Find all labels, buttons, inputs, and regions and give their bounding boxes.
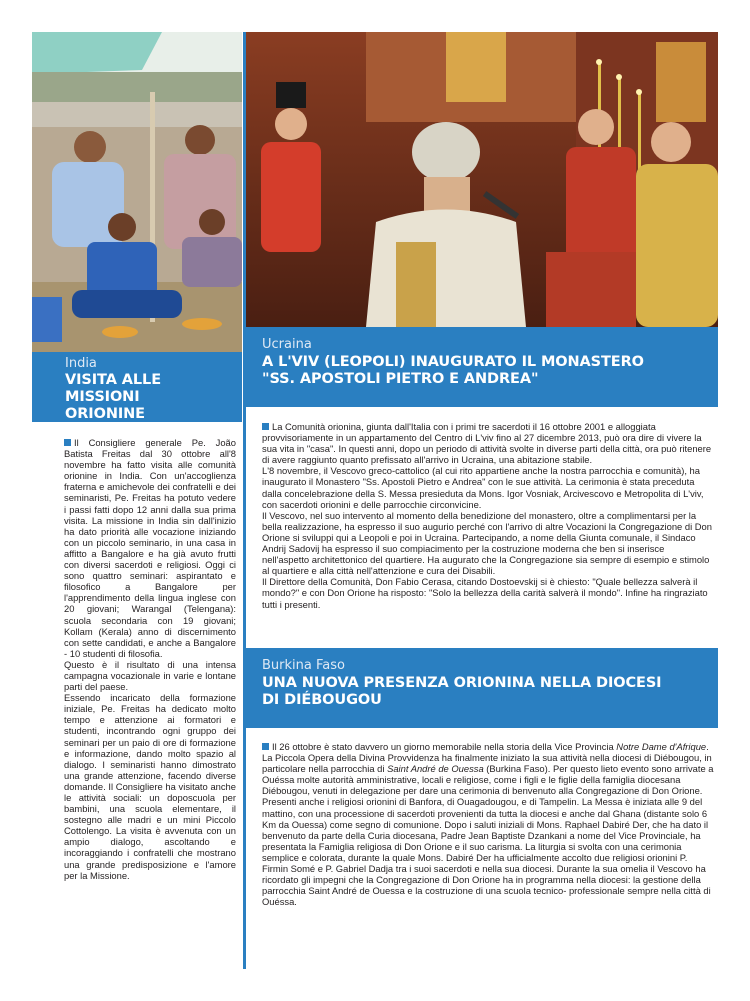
india-section-label: India — [65, 356, 97, 371]
ucraina-paragraph: La Comunità orionina, giunta dall'Italia con i primi tre sacerdoti il 16 ottobre 2001 e alloggiata provvisoriamente in un appartamento del Centro di L'viv fino al 27 dicembre 2013, può ora dire di vivere la sua vita in "casa". In questi anni, dopo un periodo di attività svolte in diverse parti della città, ora può ritenere di avere raggiunto quanto prefissato all'arrivo in Ucraina, una abitazione stabile. — [262, 421, 712, 466]
india-title-line2: ORIONINE — [65, 406, 145, 422]
ucraina-photo-illustration — [246, 32, 718, 327]
ucraina-title — [262, 354, 702, 388]
india-photo — [32, 32, 242, 352]
ucraina-paragraph: Il Direttore della Comunità, Don Fabio Cerasa, citando Dostoevskij si è chiesto: "Quale bellezza salverà il mondo?" e con Don Orione ha risposto: "Solo la bellezza della carità salverà il mondo". Infine ha ringraziato tutti i presenti. — [262, 576, 708, 610]
ucraina-title-line1: A L'VIV (LEOPOLI) INAUGURATO IL MONASTERO — [262, 354, 644, 370]
burkina-parish-name: Saint André de Ouessa — [387, 763, 484, 775]
ucraina-photo — [246, 32, 718, 327]
ucraina-header-band — [246, 327, 718, 407]
burkina-title — [262, 675, 702, 709]
burkina-section-label: Burkina Faso — [262, 658, 345, 673]
india-photo-illustration — [32, 32, 242, 352]
india-title — [65, 372, 240, 423]
burkina-vice-province-name: Notre Dame d'Afrique — [616, 741, 707, 752]
india-paragraph: Essendo incaricato della formazione iniziale, Pe. Freitas ha dedicato molto tempo e attenzione ai formatori e studenti, incontrando ogni gruppo dei seminari per un paio di ore di formazione e informazione, dando molto spazio al dialogo. I seminaristi hanno dimostrato una grande attenzione, facendo diverse domande. Il Consigliere ha visitato anche le attività sociali: un doposcuola per bambini, una scuola elementare, il sostegno alle madri e un mini Piccolo Cottolengo. La visita è avvenuta con un ampio dialogo, ascoltando e incoraggiando i confratelli che mostrano una grande predisposizione e l'amore per la Missione. — [64, 692, 236, 881]
ucraina-paragraph: Il Vescovo, nel suo intervento al momento della benedizione del monastero, oltre a complimentarsi per la bella realizzazione, ha espresso il suo augurio perché con l'arrivo di altre Vocazioni la Congregazione di Don Orione si sviluppi qui a Leopoli e poi in Ucraina. Partecipando, a nome della Giunta comunale, il Sindaco Andrij Sadovij ha espresso il suo compiacimento per la costruzione moderna che ben si inserisce nell'aspetto architettonico del quartiere. Ha augurato che la Congregazione sia sempre di esempio e stimolo al quartiere e alla città nell'attenzione e cura dei Disabili. — [262, 509, 712, 577]
bullet-square-icon — [262, 743, 269, 750]
india-header-band — [32, 352, 242, 422]
india-paragraph: Il Consigliere generale Pe. João Batista Freitas dal 30 ottobre all'8 novembre ha fatto visita alle comunità orionine in India. Con un'accoglienza fraterna e amichevole dei confratelli e dei seminaristi, Pe. Freitas ha potuto vedere i passi fatti dopo 12 anni dalla sua prima visita. La missione in India sin dall'inizio ha dato priorità alle vocazione iniziando con un piccolo seminario, in una casa in affitto a Bangalore e ha già avuto frutti con diversi sacerdoti e religiosi. Oggi ci sono quattro seminari: aspirantato e filosofico a Bangalore per l'apprendimento della lingua inglese con 20 giovani; Warangal (Telengana): scuola secondaria con 19 giovani; Kollam (Kerala) anno di discernimento con sette candidati, e anche a Bangalore - 10 studenti di filosofia. — [64, 437, 236, 659]
bullet-square-icon — [64, 439, 71, 446]
ucraina-title-line2: "SS. APOSTOLI PIETRO E ANDREA" — [262, 371, 539, 387]
ucraina-section-label: Ucraina — [262, 337, 312, 352]
burkina-title-line2: DI DIÉBOUGOU — [262, 692, 382, 708]
ucraina-paragraph: L'8 novembre, il Vescovo greco-cattolico (al cui rito appartiene anche la nostra parrocchia e comunità), ha inaugurato il Monastero "Ss. Apostoli Pietro e Andrea" con le sue attività. La cerimonia è stata preceduta dalla concelebrazione della S. Messa presieduta da Mons. Igor Vosniak, Arcivescovo e Metropolita di L'viv, con sacerdoti orionini e delle parrocchie circonvicine. — [262, 465, 704, 510]
india-paragraph: Questo è il risultato di una intensa campagna vocazionale in varie e lontane parti del paese. — [64, 658, 236, 693]
burkina-title-line1: UNA NUOVA PRESENZA ORIONINA NELLA DIOCESI — [262, 675, 662, 691]
burkina-article — [262, 741, 714, 907]
india-title-line1: VISITA ALLE MISSIONI — [65, 372, 161, 405]
ucraina-article — [262, 421, 714, 610]
bullet-square-icon — [262, 423, 269, 430]
burkina-header-band — [246, 648, 718, 728]
india-article — [64, 437, 236, 881]
burkina-paragraph: Il 26 ottobre è stato davvero un giorno memorabile nella storia della Vice Provincia Notre Dame d'Afrique. La Piccola Opera della Divina Provvidenza ha finalmente iniziato la sua attività nella diocesi di Diébougou, in particolare nella parrocchia di Saint André de Ouessa (Burkina Faso). Per questo lieto evento sono arrivate a Ouéssa molte autorità amministrative, locali e religiose, come i figli e le figlie della famiglia diocesana Diébougou, venuti in delegazione per dare una cerimonia di benvenuto alla Congregazione di Don Orione. Presenti anche i religiosi orionini di Banfora, di Ouagadougou, e di Tampelin. La Messa è iniziata alle 9 del mattino, con una processione di sacerdoti provenienti da tutta la diocesi e anche dal Ghana (distante solo 6 Km da Ouessa) come segno di comunione. Dopo i saluti iniziali di Mons. Raphael Dabiré Der, che ha dato il benvenuto da parte della Curia diocesana, Padre Jean Baptiste Dzankani a nome del Vice Provinciale, ha presentata la Famiglia religiosa di Don Orione e il suo carisma. La liturgia si svolta con una cerimonia semplice e colorata, durante la quale Mons. Dabiré Der ha ufficialmente accolto due religiosi orionini P. Firmin Somé e P. Gabriel Dadja tra i suoi sacerdoti e nella sua diocesi. Durante la sua omelia il Vescovo ha ricordato gli impegni che la Congregazione di Don Orione ha in programma nella diocesi: la gestione della parrocchia Saint André de Ouessa e la costruzione di una scuola tecnico- professionale sempre nella città di Ouéssa. — [262, 741, 714, 908]
